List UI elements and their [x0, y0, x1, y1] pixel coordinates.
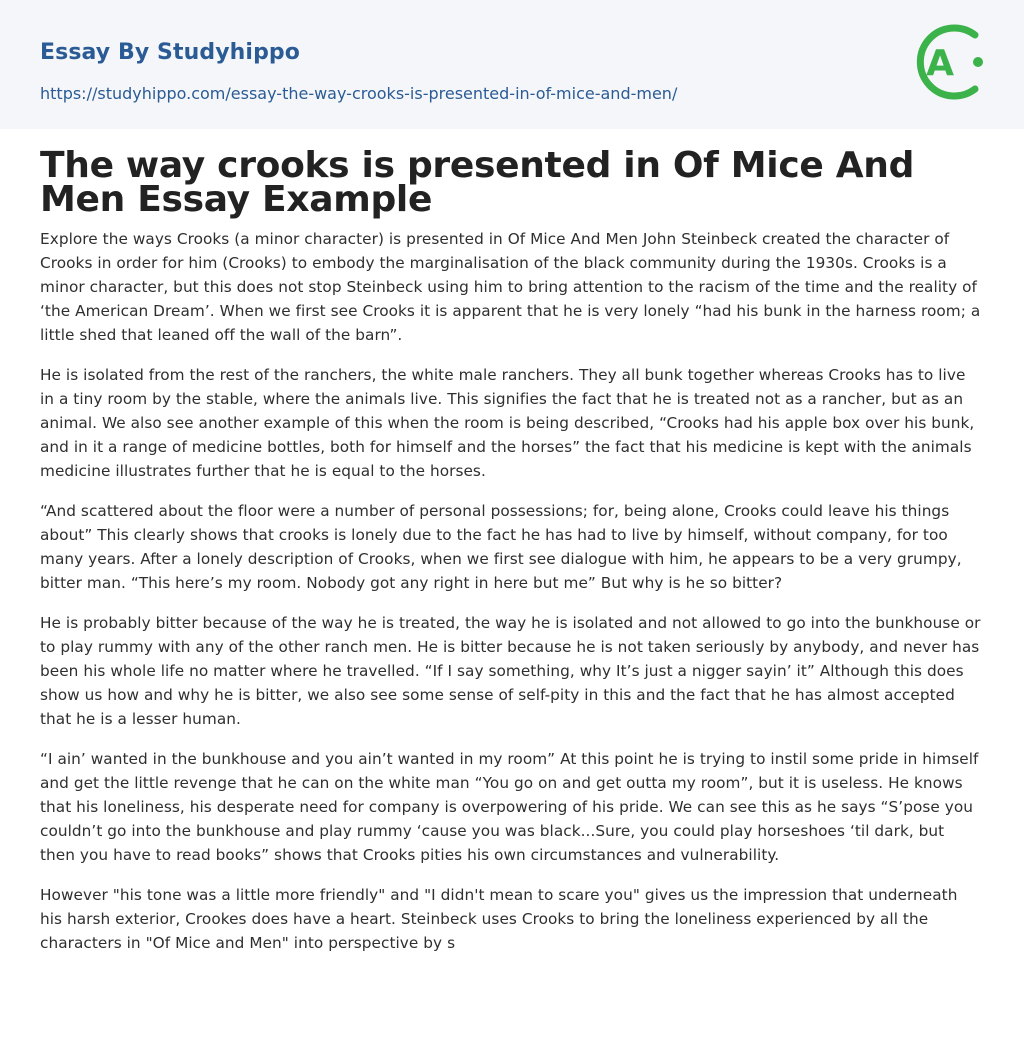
article — [0, 129, 1024, 955]
source-url-link[interactable]: https://studyhippo.com/essay-the-way-crooks-is-presented-in-of-mice-and-men/ — [40, 84, 678, 103]
site-brand[interactable]: Essay By Studyhippo — [40, 40, 300, 65]
logo-letter: A — [926, 43, 954, 84]
site-header — [0, 0, 1024, 129]
article-paragraph: “And scattered about the floor were a number of personal possessions; for, being alone, Crooks could leave his things about” This clearly shows that crooks is lonely due to the fact he has had to live by himself, without company, for too many years. After a lonely description of Crooks, when we first see dialogue with him, he appears to be a very grumpy, bitter man. “This here’s my room. Nobody got any right in here but me” But why is he so bitter? — [40, 502, 962, 592]
article-title: The way crooks is presented in Of Mice And Men Essay Example — [40, 145, 915, 220]
article-paragraph: However "his tone was a little more friendly" and "I didn't mean to scare you" gives us the impression that underneath his harsh exterior, Crookes does have a heart. Steinbeck uses Crooks to bring the loneliness experienced by all the characters in "Of Mice and Men" into perspective by s — [40, 886, 958, 952]
article-paragraph: Explore the ways Crooks (a minor character) is presented in Of Mice And Men John Steinbeck created the character of Crooks in order for him (Crooks) to embody the marginalisation of the black community during the 1930s. Crooks is a minor character, but this does not stop Steinbeck using him to bring attention to the racism of the time and the reality of ‘the American Dream’. When we first see Crooks it is apparent that he is very lonely “had his bunk in the harness room; a little shed that leaned off the wall of the barn”. — [40, 230, 981, 344]
article-paragraph: He is probably bitter because of the way he is treated, the way he is isolated and not allowed to go into the bunkhouse or to play rummy with any of the other ranch men. He is bitter because he is not taken seriously by anybody, and never has been his whole life no matter where he travelled. “If I say something, why It’s just a nigger sayin’ it” Although this does show us how and why he is bitter, we also see some sense of self-pity in this and the fact that he has almost accepted that he is a lesser human. — [40, 614, 981, 728]
studyhippo-logo-icon[interactable] — [912, 18, 986, 106]
article-paragraph: He is isolated from the rest of the ranchers, the white male ranchers. They all bunk together whereas Crooks has to live in a tiny room by the stable, where the animals live. This signifies the fact that he is treated not as a rancher, but as an animal. We also see another example of this when the room is being described, “Crooks had his apple box over his bunk, and in it a range of medicine bottles, both for himself and the horses” the fact that his medicine is kept with the animals medicine illustrates further that he is equal to the horses. — [40, 366, 975, 480]
article-paragraph: “I ain’ wanted in the bunkhouse and you ain’t wanted in my room” At this point he is trying to instil some pride in himself and get the little revenge that he can on the white man “You go on and get outta my room”, but it is useless. He knows that his loneliness, his desperate need for company is overpowering of his pride. We can see this as he says “S’pose you couldn’t go into the bunkhouse and play rummy ‘cause you was black...Sure, you could play horseshoes ‘til dark, but then you have to read books” shows that Crooks pities his own circumstances and vulnerability. — [40, 750, 979, 864]
